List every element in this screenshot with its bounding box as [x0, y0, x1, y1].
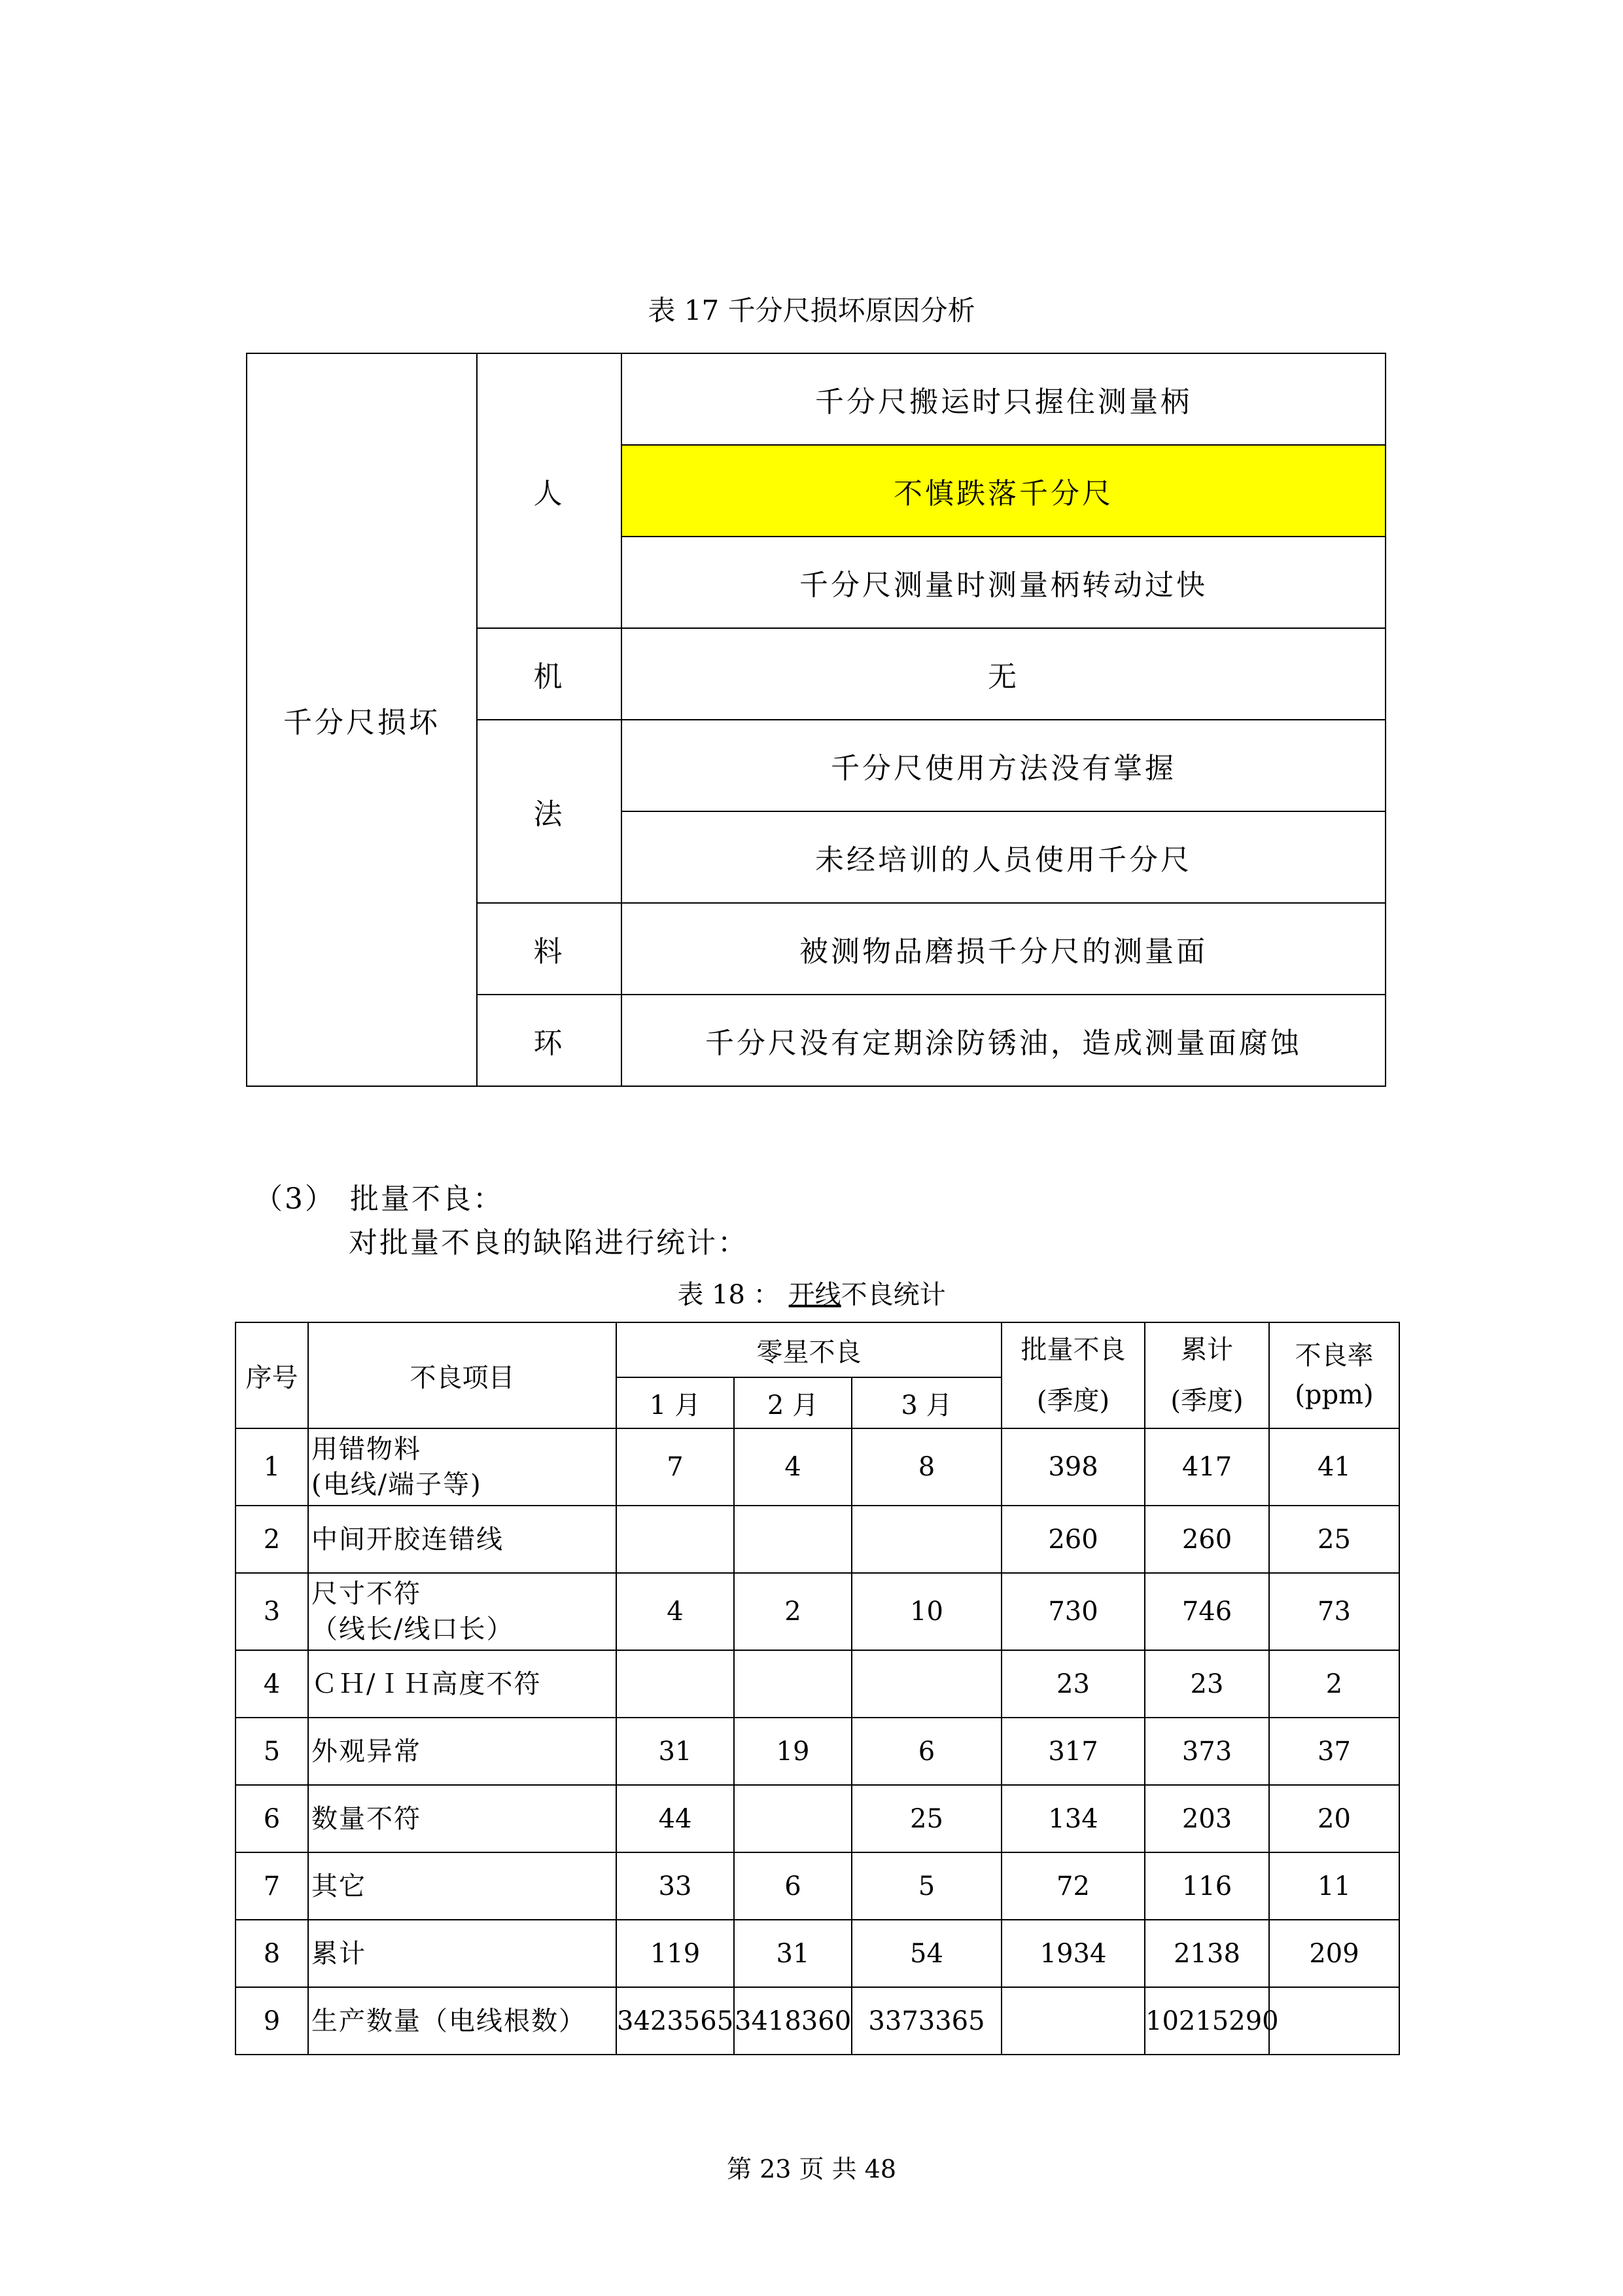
cell-item [308, 1987, 616, 2055]
table18-caption [0, 1274, 1623, 1311]
header-month-3: 3 月 [852, 1377, 1002, 1428]
header-total-line1: 累计 [1181, 1335, 1233, 1365]
cause-cell: 千分尺搬运时只握住测量柄 [621, 353, 1386, 445]
cell-month-3 [852, 1506, 1002, 1573]
header-month-1: 1 月 [616, 1377, 734, 1428]
table-row [236, 1650, 1399, 1718]
cell-item-line1: 生产数量（电线根数） [311, 2005, 586, 2036]
page-footer: 第 23 页 共 48 [726, 2155, 897, 2183]
section-heading [254, 1175, 504, 1217]
cell-total: 746 [1145, 1573, 1269, 1650]
factor-method: 法 [477, 720, 621, 903]
cell-month-1: 119 [616, 1920, 734, 1987]
cell-seq: 2 [236, 1506, 308, 1573]
cell-batch: 72 [1002, 1852, 1145, 1920]
header-month-2: 2 月 [734, 1377, 852, 1428]
cause-cell: 千分尺测量时测量柄转动过快 [621, 537, 1386, 628]
header-batch [1002, 1322, 1145, 1428]
cell-seq: 4 [236, 1650, 308, 1718]
cell-month-3: 8 [852, 1428, 1002, 1506]
table-row [236, 1573, 1399, 1650]
table-row [236, 1428, 1399, 1506]
cell-total: 417 [1145, 1428, 1269, 1506]
section-intro: 对批量不良的缺陷进行统计： [349, 1226, 748, 1260]
cell-batch: 398 [1002, 1428, 1145, 1506]
cell-item-line2: （线长/线口长） [311, 1614, 514, 1644]
cell-month-2: 4 [734, 1428, 852, 1506]
cell-item [308, 1718, 616, 1785]
cell-seq: 7 [236, 1852, 308, 1920]
cell-month-3: 3373365 [852, 1987, 1002, 2055]
cell-item [308, 1920, 616, 1987]
cell-item [308, 1785, 616, 1852]
cell-total: 260 [1145, 1506, 1269, 1573]
cell-item [308, 1428, 616, 1506]
cell-seq: 3 [236, 1573, 308, 1650]
table18-caption-underlined: 开线 [788, 1280, 841, 1310]
factor-person: 人 [477, 353, 621, 628]
cell-month-2 [734, 1650, 852, 1718]
cell-batch: 260 [1002, 1506, 1145, 1573]
table17 [246, 353, 1386, 1087]
cell-batch: 23 [1002, 1650, 1145, 1718]
cell-seq: 9 [236, 1987, 308, 2055]
header-rate-line1: 不良率 [1295, 1341, 1374, 1371]
cell-ppm [1269, 1987, 1399, 2055]
section-number: （3） [254, 1182, 336, 1216]
cell-batch: 317 [1002, 1718, 1145, 1785]
cell-total: 373 [1145, 1718, 1269, 1785]
cell-seq: 5 [236, 1718, 308, 1785]
cell-month-2: 3418360 [734, 1987, 852, 2055]
cell-item [308, 1650, 616, 1718]
cell-month-2 [734, 1506, 852, 1573]
cell-month-1 [616, 1650, 734, 1718]
cell-month-3: 6 [852, 1718, 1002, 1785]
table-row [236, 1718, 1399, 1785]
factor-environment: 环 [477, 995, 621, 1086]
header-rate-line2: (ppm) [1295, 1380, 1374, 1410]
table18-caption-suffix: 不良统计 [841, 1280, 946, 1310]
table18-caption-prefix: 表 18 ： [677, 1280, 780, 1310]
cause-cell: 千分尺没有定期涂防锈油，造成测量面腐蚀 [621, 995, 1386, 1086]
cell-total: 23 [1145, 1650, 1269, 1718]
cell-item-line1: ＣＨ/ＩＨ高度不符 [311, 1669, 542, 1699]
cause-cell: 无 [621, 628, 1386, 720]
cell-month-3: 5 [852, 1852, 1002, 1920]
table-row [236, 1987, 1399, 2055]
cell-month-1: 3423565 [616, 1987, 734, 2055]
cell-batch: 1934 [1002, 1920, 1145, 1987]
header-total [1145, 1322, 1269, 1428]
cell-month-2: 19 [734, 1718, 852, 1785]
cell-batch [1002, 1987, 1145, 2055]
cause-cell: 未经培训的人员使用千分尺 [621, 811, 1386, 903]
cell-month-1: 44 [616, 1785, 734, 1852]
header-total-line2: (季度) [1170, 1386, 1244, 1416]
cell-ppm: 11 [1269, 1852, 1399, 1920]
cell-seq: 6 [236, 1785, 308, 1852]
cell-ppm: 20 [1269, 1785, 1399, 1852]
factor-material: 料 [477, 903, 621, 995]
cell-month-1 [616, 1506, 734, 1573]
cell-total: 2138 [1145, 1920, 1269, 1987]
cell-month-2: 6 [734, 1852, 852, 1920]
cell-month-2: 31 [734, 1920, 852, 1987]
cell-seq: 8 [236, 1920, 308, 1987]
cell-ppm: 37 [1269, 1718, 1399, 1785]
cell-item [308, 1506, 616, 1573]
cell-ppm: 41 [1269, 1428, 1399, 1506]
table-row [236, 1920, 1399, 1987]
cell-ppm: 73 [1269, 1573, 1399, 1650]
cell-month-3: 10 [852, 1573, 1002, 1650]
cell-total: 203 [1145, 1785, 1269, 1852]
cell-batch: 730 [1002, 1573, 1145, 1650]
cell-month-2: 2 [734, 1573, 852, 1650]
cause-cell-highlighted: 不慎跌落千分尺 [621, 445, 1386, 537]
table-row [236, 1506, 1399, 1573]
cell-item [308, 1852, 616, 1920]
cell-month-1: 31 [616, 1718, 734, 1785]
table18 [235, 1322, 1400, 2055]
cell-month-1: 4 [616, 1573, 734, 1650]
cell-month-1: 7 [616, 1428, 734, 1506]
cell-item-line1: 尺寸不符 [311, 1579, 421, 1609]
cell-item-line1: 其它 [311, 1871, 366, 1901]
header-item: 不良项目 [308, 1322, 616, 1428]
cause-cell: 被测物品磨损千分尺的测量面 [621, 903, 1386, 995]
table17-caption: 表 17 千分尺损坏原因分析 [648, 294, 975, 327]
cell-month-3: 25 [852, 1785, 1002, 1852]
main-label: 千分尺损坏 [247, 353, 477, 1086]
table-row [236, 1785, 1399, 1852]
cell-month-2 [734, 1785, 852, 1852]
cell-item-line1: 累计 [311, 1938, 366, 1969]
cell-item-line2: (电线/端子等) [311, 1470, 482, 1500]
cell-total: 10215290 [1145, 1987, 1269, 2055]
table-row [236, 1852, 1399, 1920]
cell-ppm: 2 [1269, 1650, 1399, 1718]
header-batch-line2: (季度) [1036, 1386, 1110, 1416]
cell-month-3 [852, 1650, 1002, 1718]
cell-month-3: 54 [852, 1920, 1002, 1987]
cell-batch: 134 [1002, 1785, 1145, 1852]
cell-item [308, 1573, 616, 1650]
cell-ppm: 25 [1269, 1506, 1399, 1573]
cell-item-line1: 数量不符 [311, 1803, 421, 1834]
cell-ppm: 209 [1269, 1920, 1399, 1987]
header-seq: 序号 [236, 1322, 308, 1428]
cause-cell: 千分尺使用方法没有掌握 [621, 720, 1386, 811]
header-rate [1269, 1322, 1399, 1428]
cell-item-line1: 中间开胶连错线 [311, 1524, 504, 1555]
cell-month-1: 33 [616, 1852, 734, 1920]
cell-item-line1: 外观异常 [311, 1736, 421, 1767]
cell-total: 116 [1145, 1852, 1269, 1920]
header-batch-line1: 批量不良 [1021, 1335, 1126, 1365]
factor-machine: 机 [477, 628, 621, 720]
cell-seq: 1 [236, 1428, 308, 1506]
header-sporadic: 零星不良 [616, 1322, 1002, 1377]
cell-item-line1: 用错物料 [311, 1434, 421, 1464]
section-title: 批量不良： [350, 1182, 504, 1216]
